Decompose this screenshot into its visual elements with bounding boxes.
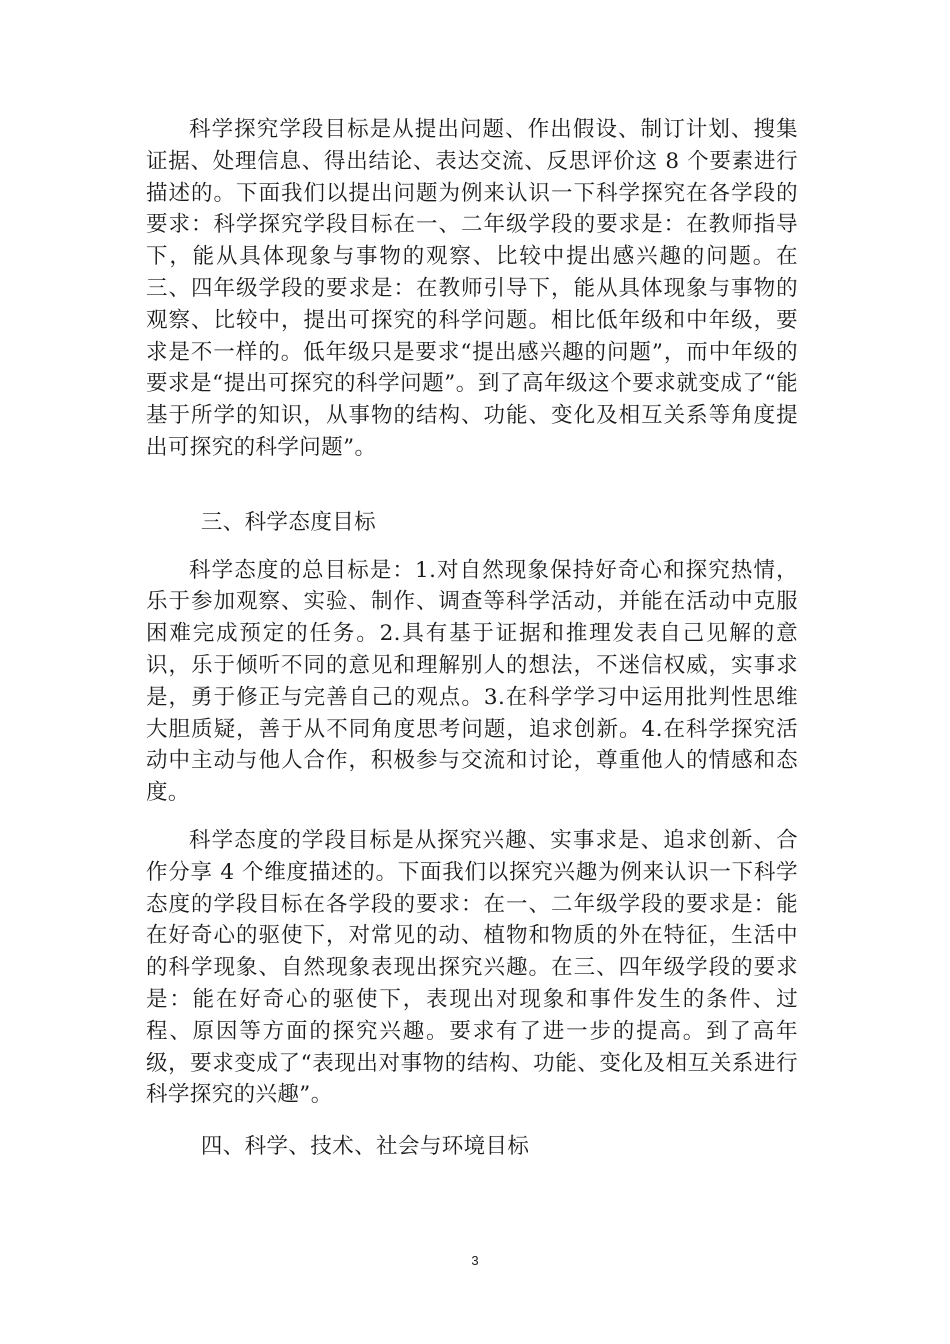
paragraph-inquiry-stage-goals: 科学探究学段目标是从提出问题、作出假设、制订计划、搜集证据、处理信息、得出结论、表达交流、反思评价这 8 个要素进行描述的。下面我们以提出问题为例来认识一下科学探究在各学段的要求：科学探究学段目标在一、二年级学段的要求是：在教师指导下，能从具体现象与事物的观察、比较中提出感兴趣的问题。在三、四年级学段的要求是：在教师引导下，能从具体现象与事物的观察、比较中，提出可探究的科学问题。相比低年级和中年级，要求是不一样的。低年级只是要求“提出感兴趣的问题”，而中年级的要求是“提出可探究的科学问题”。到了高年级这个要求就变成了“能基于所学的知识，从事物的结构、功能、变化及相互关系等角度提出可探究的科学问题”。 xyxy=(146,117,798,460)
document-body xyxy=(146,114,798,1163)
section-heading-scientific-attitude: 三、科学态度目标 xyxy=(200,509,377,535)
section-heading-sts-environment: 四、科学、技术、社会与环境目标 xyxy=(200,1134,530,1160)
paragraph-attitude-overall-goals: 科学态度的总目标是：1.对自然现象保持好奇心和探究热情，乐于参加观察、实验、制作、调查等科学活动，并能在活动中克服困难完成预定的任务。2.具有基于证据和推理发表自己见解的意识，乐于倾听不同的意见和理解别人的想法，不迷信权威，实事求是，勇于修正与完善自己的观点。3.在科学学习中运用批判性思维大胆质疑，善于从不同角度思考问题，追求创新。4.在科学探究活动中主动与他人合作，积极参与交流和讨论，尊重他人的情感和态度。 xyxy=(146,557,798,806)
paragraph-attitude-stage-goals: 科学态度的学段目标是从探究兴趣、实事求是、追求创新、合作分享 4 个维度描述的。下面我们以探究兴趣为例来认识一下科学态度的学段目标在各学段的要求：在一、二年级学段的要求是：能在好奇心的驱使下，对常见的动、植物和物质的外在特征，生活中的科学现象、自然现象表现出探究兴趣。在三、四年级学段的要求是：能在好奇心的驱使下，表现出对现象和事件发生的条件、过程、原因等方面的探究兴趣。要求有了进一步的提高。到了高年级，要求变成了“表现出对事物的结构、功能、变化及相互关系进行科学探究的兴趣”。 xyxy=(146,827,798,1108)
page-number: 3 xyxy=(471,1253,479,1268)
